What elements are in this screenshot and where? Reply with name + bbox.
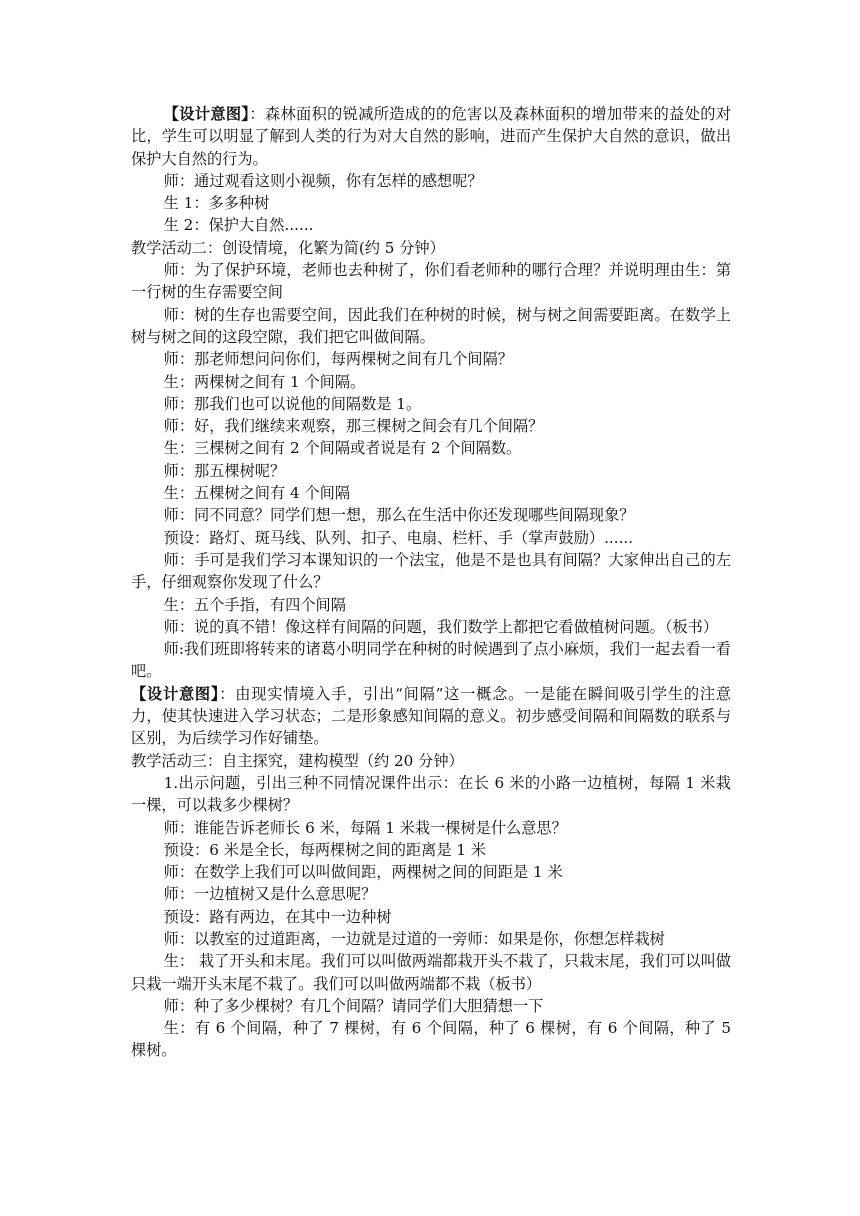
paragraph-text: ：森林面积的锐减所造成的的危害以及森林面积的增加带来的益处的对比，学生可以明显了解到人类的行为对大自然的影响，进而产生保护大自然的意识，做出保护大自然的行为。	[131, 105, 732, 168]
dialogue-line: 师：同不同意？同学们想一想，那么在生活中你还发现哪些间隔现象？	[163, 506, 635, 525]
dialogue-line: 师：通过观看这则小视频，你有怎样的感想呢？	[163, 171, 483, 190]
section-heading: 教学活动二：创设情境，化繁为简(约 5 分钟）	[131, 238, 445, 257]
dialogue-line: 生 1：多多种树	[163, 194, 270, 213]
dialogue-line: 生：有 6 个间隔，种了 7 棵树，有 6 个间隔，种了 6 棵树，有 6 个间隔，种了 5 棵树。	[131, 1019, 731, 1060]
dialogue-line: 师：谁能告诉老师长 6 米，每隔 1 米栽一棵树是什么意思？	[163, 818, 567, 837]
dialogue-line: 师：种了多少棵树？有几个间隔？请同学们大胆猜想一下	[163, 996, 544, 1015]
dialogue-line: 师：以教室的过道距离，一边就是过道的一旁师：如果是你，你想怎样栽树	[163, 929, 665, 948]
dialogue-line: 师：在数学上我们可以叫做间距，两棵树之间的间距是 1 米	[163, 863, 563, 882]
dialogue-line: 预设：6 米是全长，每两棵树之间的距离是 1 米	[163, 840, 487, 859]
dialogue-line: 师：那我们也可以说他的间隔数是 1。	[163, 394, 422, 413]
dialogue-line: 师：那五棵树呢？	[163, 461, 286, 480]
dialogue-line: 生 2：保护大自然......	[163, 216, 314, 235]
dialogue-line: 1.出示问题，引出三种不同情况课件出示：在长 6 米的小路一边植树，每隔 1 米栽一棵，可以栽多少棵树？	[131, 773, 731, 815]
dialogue-line: 师：好，我们继续来观察，那三棵树之间会有几个间隔？	[163, 417, 544, 436]
dialogue-line: 师：说的真不错！像这样有间隔的问题，我们数学上都把它看做植树问题。（板书）	[163, 617, 719, 636]
dialogue-line: 生：五个手指，有四个间隔	[163, 595, 346, 614]
dialogue-line: 生：两棵树之间有 1 个间隔。	[163, 372, 366, 391]
dialogue-line: 师：一边植树又是什么意思呢？	[163, 885, 377, 904]
dialogue-line: 师:我们班即将转来的诸葛小明同学在种树的时候遇到了点小麻烦，我们一起去看一看吧。	[131, 640, 731, 681]
dialogue-line: 预设：路有两边，在其中一边种树	[163, 907, 392, 926]
section-heading: 教学活动三：自主探究，建构模型（约 20 分钟）	[131, 751, 464, 770]
design-intent-label: 【设计意图】	[163, 105, 250, 123]
dialogue-line: 师：那老师想问问你们，每两棵树之间有几个间隔？	[163, 350, 513, 369]
design-intent-paragraph-2	[131, 683, 731, 750]
design-intent-paragraph-1	[131, 103, 731, 170]
dialogue-line: 生：五棵树之间有 4 个间隔	[163, 484, 351, 503]
dialogue-line: 生：三棵树之间有 2 个间隔或者说是有 2 个间隔数。	[163, 439, 522, 458]
design-intent-label: 【设计意图】	[131, 684, 220, 703]
paragraph-text: ：由现实情境入手，引出“间隔”这一概念。一是能在瞬间吸引学生的注意力，使其快速进入学习状态；二是形象感知间隔的意义。初步感受间隔和间隔数的联系与区别，为后续学习作好铺垫。	[131, 684, 732, 748]
dialogue-line: 生： 栽了开头和末尾。我们可以叫做两端都栽开头不栽了，只栽末尾，我们可以叫做只栽一端开头末尾不栽了。我们可以叫做两端都不栽（板书）	[131, 952, 731, 993]
document-body	[131, 103, 731, 1062]
dialogue-line: 预设：路灯、斑马线、队列、扣子、电扇、栏杆、手（掌声鼓励）......	[163, 528, 634, 547]
dialogue-line: 师：为了保护环境，老师也去种树了，你们看老师种的哪行合理？并说明理由生：第一行树的生存需要空间	[131, 261, 731, 302]
dialogue-line: 师：树的生存也需要空间，因此我们在种树的时候，树与树之间需要距离。在数学上树与树之间的这段空隙，我们把它叫做间隔。	[131, 305, 731, 346]
dialogue-line: 师：手可是我们学习本课知识的一个法宝，他是不是也具有间隔？大家伸出自己的左手，仔细观察你发现了什么？	[131, 550, 731, 592]
